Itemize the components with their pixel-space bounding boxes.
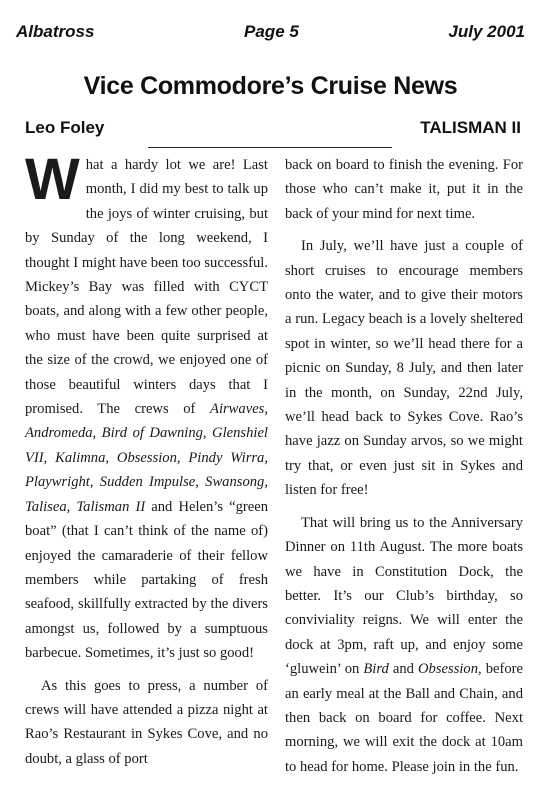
boat-obsession: Obsession	[418, 661, 479, 678]
paragraph-1	[25, 147, 269, 666]
boat-bird: Bird	[363, 661, 389, 678]
article-title: Vice Commodore’s Cruise News	[83, 72, 458, 100]
drop-cap: W	[25, 147, 80, 212]
title-divider	[148, 147, 392, 148]
paragraph-4	[285, 511, 523, 779]
boat-list: Airwaves, Andromeda, Bird of Dawning, Glenshiel VII, Kalimna, Obsession, Pindy Wirra, Playwright, Sudden Impulse, Swansong, Talisea, Talisman II	[25, 401, 268, 515]
paragraph-3: In July, we’ll have just a couple of short cruises to encourage members onto the water, and to give their motors a run. Legacy beach is a lovely sheltered spot in winter, so we’ll head there for a picnic on Sunday, 8 July, and then later in the month, on Sunday, 22nd July, we’ll head back to Sykes Cove. Rao’s have jazz on Sunday arvos, so we might try that, or even just sit in Sykes and listen for free!	[285, 238, 523, 499]
page-header	[16, 22, 525, 42]
paragraph-4-text-b: , before an early meal at the Ball and Chain, and then back on board for coffee. Next morning, we will exit the dock at 10am to head for home. Please join in the fun.	[285, 661, 523, 775]
boat-name: TALISMAN II	[420, 118, 521, 137]
paragraph-2: As this goes to press, a number of crews will have attended a pizza night at Rao’s Restaurant in Sykes Cove, and no doubt, a glass of port	[25, 677, 268, 767]
paragraph-2-continued: back on board to finish the evening. For those who can’t make it, put it in the back of your mind for next time.	[285, 157, 523, 222]
left-column	[25, 147, 269, 771]
paragraph-4-and: and	[388, 661, 419, 678]
paragraph-1-text-a: hat a hardy lot we are! Last month, I did my best to talk up the joys of winter cruising, but by Sunday of the long weekend, I thought I might have been too successful. Mickey’s Bay was filled with CYCT boats, and along with a few other people, who must have been quite surprised at the size of the crowd, we enjoyed one of those beautiful winters days that I promised. The crews of	[25, 157, 268, 418]
publication-name: Albatross	[16, 22, 95, 41]
paragraph-4-text-a: That will bring us to the Anniversary Dinner on 11th August. The more boats we have in Constitution Dock, the better. It’s our Club’s birthday, so conviviality reigns. We will enter the dock at 3pm, raft up, and enjoy some ‘gluwein’ on	[285, 514, 523, 678]
right-column	[285, 153, 523, 779]
issue-date: July 2001	[448, 22, 525, 41]
byline	[25, 118, 521, 138]
page-number: Page 5	[244, 22, 299, 41]
author-name: Leo Foley	[25, 118, 105, 137]
paragraph-1-text-b: and Helen’s “green boat” (that I can’t think of the name of) enjoyed the camaraderie of their fellow members while partaking of fresh seafood, skillfully extracted by the divers amongst us, followed by a sumptuous barbecue. Sometimes, it’s just so good!	[25, 498, 269, 662]
